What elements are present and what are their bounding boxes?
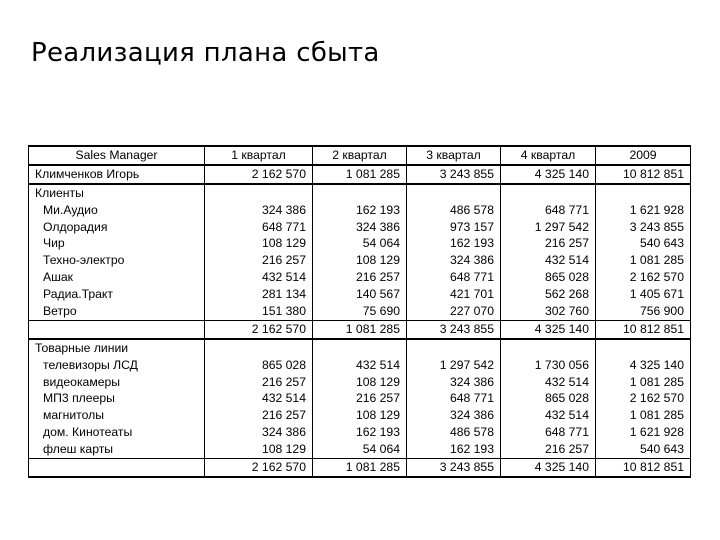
value-cell: 648 771 xyxy=(407,269,501,286)
value-cell: 108 129 xyxy=(205,235,313,252)
value-cell: 216 257 xyxy=(501,441,596,458)
value-cell: 216 257 xyxy=(205,407,313,424)
value-cell: 540 643 xyxy=(596,441,691,458)
header-cell: 4 квартал xyxy=(501,146,596,165)
value-cell: 1 081 285 xyxy=(313,459,407,477)
row-label: магнитолы xyxy=(29,407,205,424)
value-cell: 75 690 xyxy=(313,303,407,320)
row-label: видеокамеры xyxy=(29,374,205,391)
header-cell: 1 квартал xyxy=(205,146,313,165)
client-row xyxy=(29,286,691,303)
value-cell: 432 514 xyxy=(501,374,596,391)
value-cell: 216 257 xyxy=(313,269,407,286)
manager-row xyxy=(29,165,691,184)
value-cell: 54 064 xyxy=(313,441,407,458)
value-cell: 3 243 855 xyxy=(407,459,501,477)
row-label: Ми.Аудио xyxy=(29,202,205,219)
row-label xyxy=(29,459,205,477)
value-cell: 162 193 xyxy=(407,441,501,458)
value-cell xyxy=(501,339,596,357)
value-cell: 648 771 xyxy=(205,219,313,236)
value-cell: 216 257 xyxy=(205,252,313,269)
row-label: МП3 плееры xyxy=(29,390,205,407)
value-cell: 3 243 855 xyxy=(596,219,691,236)
value-cell: 10 812 851 xyxy=(596,320,691,338)
header-cell: 3 квартал xyxy=(407,146,501,165)
row-label: Радиа.Тракт xyxy=(29,286,205,303)
value-cell xyxy=(596,184,691,202)
value-cell xyxy=(313,339,407,357)
row-label: телевизоры ЛСД xyxy=(29,357,205,374)
value-cell: 1 081 285 xyxy=(596,252,691,269)
value-cell xyxy=(313,184,407,202)
value-cell: 2 162 570 xyxy=(205,459,313,477)
client-row xyxy=(29,219,691,236)
value-cell: 421 701 xyxy=(407,286,501,303)
slide-title: Реализация плана сбыта xyxy=(31,38,380,68)
value-cell: 486 578 xyxy=(407,424,501,441)
value-cell: 216 257 xyxy=(501,235,596,252)
row-label: дом. Кинотеаты xyxy=(29,424,205,441)
value-cell: 756 900 xyxy=(596,303,691,320)
value-cell: 1 297 542 xyxy=(501,219,596,236)
row-label xyxy=(29,320,205,338)
header-row xyxy=(29,146,691,165)
product-line-row xyxy=(29,441,691,458)
section-header-clients xyxy=(29,184,691,202)
value-cell xyxy=(596,339,691,357)
value-cell: 151 380 xyxy=(205,303,313,320)
row-label: Техно-электро xyxy=(29,252,205,269)
value-cell: 3 243 855 xyxy=(407,165,501,184)
value-cell xyxy=(501,184,596,202)
value-cell: 4 325 140 xyxy=(596,357,691,374)
value-cell: 1 405 671 xyxy=(596,286,691,303)
value-cell: 324 386 xyxy=(407,407,501,424)
value-cell: 1 081 285 xyxy=(596,407,691,424)
value-cell: 3 243 855 xyxy=(407,320,501,338)
value-cell: 324 386 xyxy=(313,219,407,236)
value-cell: 324 386 xyxy=(205,424,313,441)
value-cell: 1 297 542 xyxy=(407,357,501,374)
row-label: Олдорадия xyxy=(29,219,205,236)
client-row xyxy=(29,202,691,219)
value-cell: 1 621 928 xyxy=(596,424,691,441)
value-cell: 324 386 xyxy=(205,202,313,219)
value-cell xyxy=(205,184,313,202)
value-cell: 162 193 xyxy=(313,202,407,219)
value-cell: 865 028 xyxy=(205,357,313,374)
row-label: Чир xyxy=(29,235,205,252)
value-cell: 4 325 140 xyxy=(501,459,596,477)
value-cell: 108 129 xyxy=(313,252,407,269)
value-cell: 1 730 056 xyxy=(501,357,596,374)
value-cell: 432 514 xyxy=(205,390,313,407)
value-cell: 4 325 140 xyxy=(501,165,596,184)
value-cell xyxy=(205,339,313,357)
value-cell: 54 064 xyxy=(313,235,407,252)
value-cell: 648 771 xyxy=(407,390,501,407)
value-cell: 1 081 285 xyxy=(596,374,691,391)
value-cell: 10 812 851 xyxy=(596,165,691,184)
header-cell: 2 квартал xyxy=(313,146,407,165)
value-cell: 108 129 xyxy=(205,441,313,458)
value-cell: 432 514 xyxy=(501,252,596,269)
client-row xyxy=(29,252,691,269)
value-cell: 648 771 xyxy=(501,424,596,441)
value-cell: 216 257 xyxy=(313,390,407,407)
row-label: Ашак xyxy=(29,269,205,286)
product-line-row xyxy=(29,357,691,374)
value-cell: 162 193 xyxy=(313,424,407,441)
value-cell xyxy=(407,339,501,357)
value-cell xyxy=(407,184,501,202)
row-label: Ветро xyxy=(29,303,205,320)
client-row xyxy=(29,235,691,252)
clients-total-row xyxy=(29,320,691,338)
row-label: Клиенты xyxy=(29,184,205,202)
row-label: Товарные линии xyxy=(29,339,205,357)
value-cell: 648 771 xyxy=(501,202,596,219)
value-cell: 108 129 xyxy=(313,374,407,391)
value-cell: 302 760 xyxy=(501,303,596,320)
value-cell: 2 162 570 xyxy=(596,390,691,407)
value-cell: 562 268 xyxy=(501,286,596,303)
value-cell: 108 129 xyxy=(313,407,407,424)
value-cell: 324 386 xyxy=(407,374,501,391)
product-lines-total-row xyxy=(29,459,691,477)
value-cell: 2 162 570 xyxy=(205,165,313,184)
value-cell: 324 386 xyxy=(407,252,501,269)
value-cell: 865 028 xyxy=(501,269,596,286)
product-line-row xyxy=(29,407,691,424)
product-line-row xyxy=(29,390,691,407)
value-cell: 227 070 xyxy=(407,303,501,320)
product-line-row xyxy=(29,374,691,391)
value-cell: 432 514 xyxy=(205,269,313,286)
value-cell: 1 621 928 xyxy=(596,202,691,219)
value-cell: 432 514 xyxy=(501,407,596,424)
value-cell: 2 162 570 xyxy=(205,320,313,338)
value-cell: 10 812 851 xyxy=(596,459,691,477)
value-cell: 4 325 140 xyxy=(501,320,596,338)
value-cell: 1 081 285 xyxy=(313,165,407,184)
header-cell: 2009 xyxy=(596,146,691,165)
row-label: Климченков Игорь xyxy=(29,165,205,184)
value-cell: 2 162 570 xyxy=(596,269,691,286)
sales-plan-table xyxy=(28,145,691,478)
value-cell: 216 257 xyxy=(205,374,313,391)
product-line-row xyxy=(29,424,691,441)
row-label: флеш карты xyxy=(29,441,205,458)
client-row xyxy=(29,269,691,286)
value-cell: 1 081 285 xyxy=(313,320,407,338)
header-cell: Sales Manager xyxy=(29,146,205,165)
value-cell: 162 193 xyxy=(407,235,501,252)
value-cell: 140 567 xyxy=(313,286,407,303)
value-cell: 540 643 xyxy=(596,235,691,252)
value-cell: 432 514 xyxy=(313,357,407,374)
section-header-product-lines xyxy=(29,339,691,357)
client-row xyxy=(29,303,691,320)
value-cell: 486 578 xyxy=(407,202,501,219)
value-cell: 973 157 xyxy=(407,219,501,236)
value-cell: 281 134 xyxy=(205,286,313,303)
value-cell: 865 028 xyxy=(501,390,596,407)
